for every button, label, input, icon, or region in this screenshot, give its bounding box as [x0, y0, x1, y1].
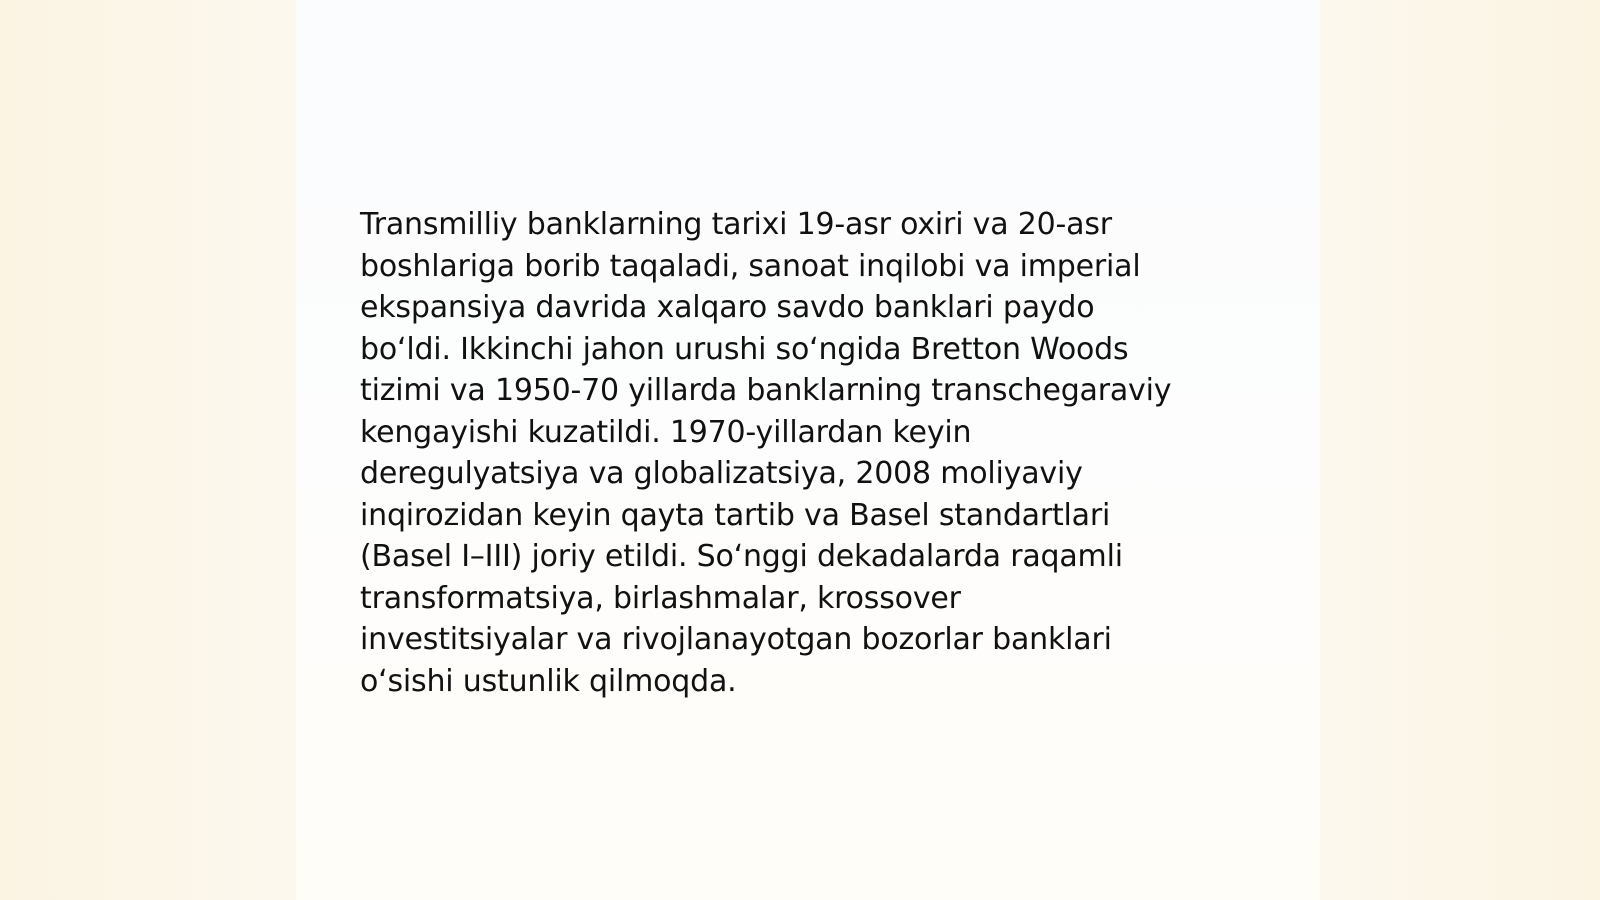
slide [296, 0, 1320, 900]
slide-body-text: Transmilliy banklarning tarixi 19-asr oxiri va 20-asr boshlariga borib taqaladi, sanoat inqilobi va imperial ekspansiya davrida xalqaro savdo banklari paydo bo‘ldi. Ikkinchi jahon urushi so‘ngida Bretton Woods tizimi va 1950-70 yillarda banklarning transchegaraviy kengayishi kuzatildi. 1970-yillardan keyin deregulyatsiya va globalizatsiya, 2008 moliyaviy inqirozidan keyin qayta tartib va Basel standartlari (Basel I–III) joriy etildi. So‘nggi dekadalarda raqamli transformatsiya, birlashmalar, krossover investitsiyalar va rivojlanayotgan bozorlar banklari o‘sishi ustunlik qilmoqda. [360, 207, 1172, 699]
